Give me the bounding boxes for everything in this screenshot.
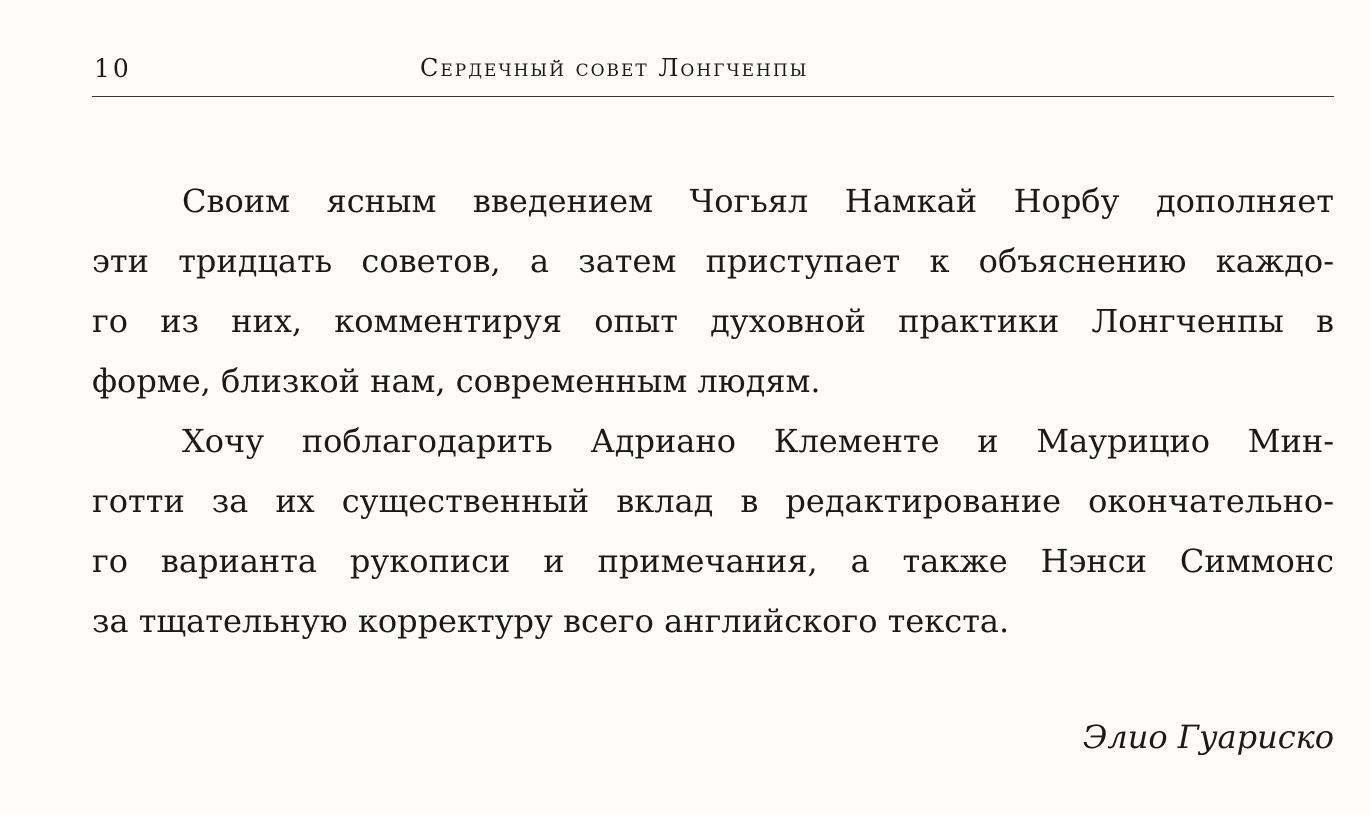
page-number: 10	[94, 54, 132, 83]
running-header	[92, 48, 1334, 88]
paragraph-2	[92, 411, 1334, 651]
author-signature: Элио Гуариско	[1082, 718, 1334, 756]
text-line: го из них, комментируя опыт духовной практики Лонгченпы в	[92, 302, 1334, 340]
body-text	[92, 171, 1334, 651]
header-rule	[92, 96, 1334, 97]
text-line: форме, близкой нам, современным людям.	[92, 362, 821, 400]
running-title: Сердечный совет Лонгченпы	[420, 54, 809, 82]
text-line: го варианта рукописи и примечания, а также Нэнси Симмонс	[92, 542, 1334, 580]
paragraph-1	[92, 171, 1334, 411]
text-line: Хочу поблагодарить Адриано Клементе и Маурицио Мин-	[182, 422, 1334, 460]
text-line: Своим ясным введением Чогьял Намкай Норбу дополняет	[182, 182, 1334, 220]
text-line: за тщательную корректуру всего английского текста.	[92, 602, 1010, 640]
text-line: готти за их существенный вклад в редактирование окончательно-	[92, 482, 1334, 520]
text-line: эти тридцать советов, а затем приступает к объяснению каждо-	[92, 242, 1334, 280]
